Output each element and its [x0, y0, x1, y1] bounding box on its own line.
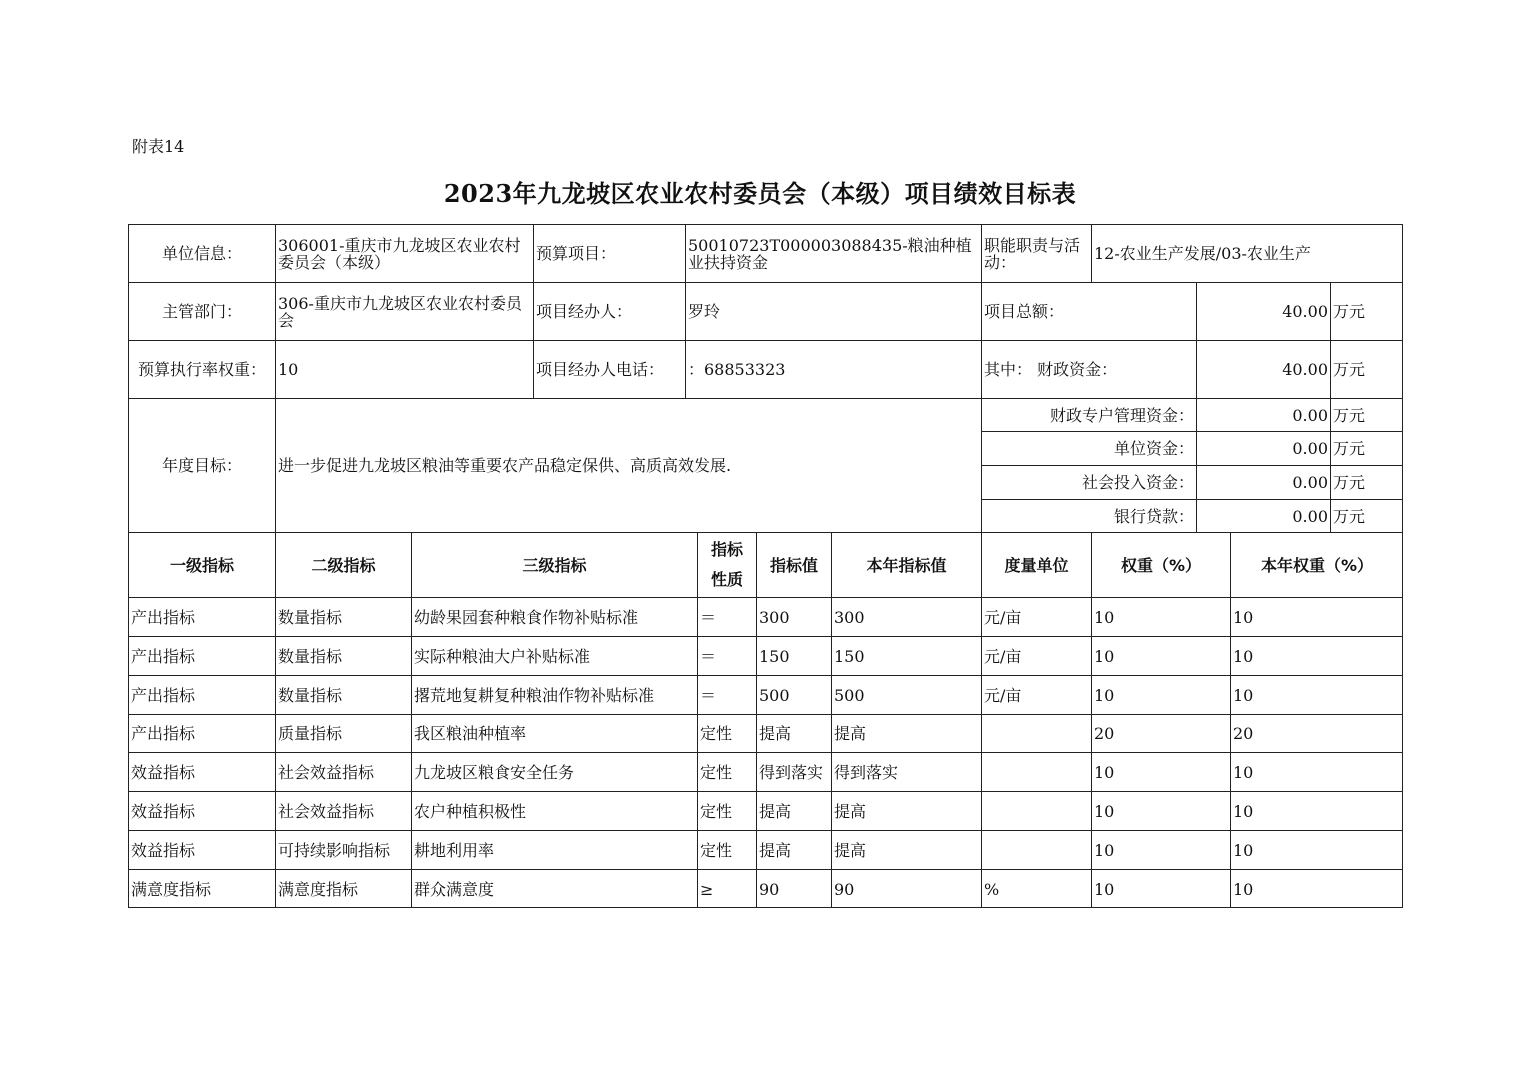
table-row-6-cell-4: 提高	[756, 830, 831, 869]
page-title: 2023年九龙坡区农业农村委员会（本级）项目绩效目标表	[443, 179, 1077, 208]
table-row-1-cell-2: 实际种粮油大户补贴标准	[411, 636, 697, 675]
budget-item-label: 预算项目：	[533, 224, 685, 282]
special-label: 财政专户管理资金：	[981, 398, 1196, 431]
table-row-7-cell-0: 满意度指标	[128, 869, 275, 908]
table-row-1-cell-0: 产出指标	[128, 636, 275, 675]
table-row-5-cell-4: 提高	[756, 791, 831, 830]
table-row-3-cell-0: 产出指标	[128, 714, 275, 752]
bank-label: 银行贷款：	[981, 499, 1196, 532]
table-row-7-cell-2: 群众满意度	[411, 869, 697, 908]
table-row-7-cell-4: 90	[756, 869, 831, 908]
table-row-6-cell-8: 10	[1230, 830, 1403, 869]
table-row-6-cell-6	[981, 830, 1091, 869]
table-row-7-cell-6: %	[981, 869, 1091, 908]
table-row-1-cell-4: 150	[756, 636, 831, 675]
table-row-2-cell-1: 数量指标	[275, 675, 411, 714]
table-row-0-cell-2: 幼龄果园套种粮食作物补贴标准	[411, 597, 697, 636]
table-row-5-cell-5: 提高	[831, 791, 981, 830]
phone-label: 项目经办人电话：	[533, 340, 685, 398]
table-row-2-cell-2: 撂荒地复耕复种粮油作物补贴标准	[411, 675, 697, 714]
dept-label: 主管部门：	[128, 282, 275, 340]
table-row-2-cell-5: 500	[831, 675, 981, 714]
fiscal-unit: 万元	[1330, 340, 1403, 398]
table-row-6-cell-1: 可持续影响指标	[275, 830, 411, 869]
table-row-4-cell-6	[981, 752, 1091, 791]
table-row-0-cell-0: 产出指标	[128, 597, 275, 636]
total-value: 40.00	[1196, 282, 1330, 340]
table-row-1-cell-7: 10	[1091, 636, 1230, 675]
table-row-1-cell-8: 10	[1230, 636, 1403, 675]
table-row-7-cell-7: 10	[1091, 869, 1230, 908]
table-row-1-cell-1: 数量指标	[275, 636, 411, 675]
table-row-0-cell-4: 300	[756, 597, 831, 636]
table-row-0-cell-1: 数量指标	[275, 597, 411, 636]
table-row-3-cell-2: 我区粮油种植率	[411, 714, 697, 752]
table-grid	[128, 224, 1403, 908]
weight-value: 10	[275, 340, 533, 398]
header-8: 本年权重（%）	[1230, 532, 1403, 597]
table-row-4-cell-3: 定性	[697, 752, 756, 791]
table-row-4-cell-0: 效益指标	[128, 752, 275, 791]
header-7: 权重（%）	[1091, 532, 1230, 597]
table-row-1-cell-3: ＝	[697, 636, 756, 675]
table-row-7-cell-1: 满意度指标	[275, 869, 411, 908]
table-row-2-cell-7: 10	[1091, 675, 1230, 714]
special-value: 0.00	[1196, 398, 1330, 431]
table-row-6-cell-3: 定性	[697, 830, 756, 869]
fiscal-label: 其中： 财政资金：	[981, 340, 1196, 398]
table-row-4-cell-2: 九龙坡区粮食安全任务	[411, 752, 697, 791]
budget-item-value: 50010723T000003088435-粮油种植业扶持资金	[685, 224, 981, 282]
table-row-4-cell-8: 10	[1230, 752, 1403, 791]
social-label: 社会投入资金：	[981, 465, 1196, 499]
table-row-5-cell-2: 农户种植积极性	[411, 791, 697, 830]
manager-value: 罗玲	[685, 282, 981, 340]
table-row-0-cell-3: ＝	[697, 597, 756, 636]
table-row-4-cell-1: 社会效益指标	[275, 752, 411, 791]
header-0: 一级指标	[128, 532, 275, 597]
table-row-5-cell-0: 效益指标	[128, 791, 275, 830]
special-unit: 万元	[1330, 398, 1403, 431]
header-3: 指标性质	[697, 532, 756, 597]
unitfund-unit: 万元	[1330, 431, 1403, 465]
attachment-label: 附表14	[132, 137, 185, 156]
header-6: 度量单位	[981, 532, 1091, 597]
table-row-5-cell-8: 10	[1230, 791, 1403, 830]
table-row-2-cell-0: 产出指标	[128, 675, 275, 714]
social-value: 0.00	[1196, 465, 1330, 499]
goal-label: 年度目标：	[128, 398, 275, 532]
table-row-4-cell-7: 10	[1091, 752, 1230, 791]
table-row-5-cell-3: 定性	[697, 791, 756, 830]
table-row-0-cell-8: 10	[1230, 597, 1403, 636]
table-row-5-cell-7: 10	[1091, 791, 1230, 830]
table-row-0-cell-5: 300	[831, 597, 981, 636]
table-row-2-cell-3: ＝	[697, 675, 756, 714]
table-row-3-cell-3: 定性	[697, 714, 756, 752]
table-row-3-cell-5: 提高	[831, 714, 981, 752]
table-row-5-cell-6	[981, 791, 1091, 830]
table-row-1-cell-5: 150	[831, 636, 981, 675]
social-unit: 万元	[1330, 465, 1403, 499]
bank-value: 0.00	[1196, 499, 1330, 532]
table-row-1-cell-6: 元/亩	[981, 636, 1091, 675]
total-label: 项目总额：	[981, 282, 1196, 340]
phone-value: ：68853323	[685, 340, 981, 398]
table-row-3-cell-6	[981, 714, 1091, 752]
table-row-0-cell-7: 10	[1091, 597, 1230, 636]
table-row-6-cell-7: 10	[1091, 830, 1230, 869]
bank-unit: 万元	[1330, 499, 1403, 532]
header-2: 三级指标	[411, 532, 697, 597]
unit-label: 单位信息：	[128, 224, 275, 282]
table-row-6-cell-2: 耕地利用率	[411, 830, 697, 869]
table-row-7-cell-3: ≥	[697, 869, 756, 908]
table-row-5-cell-1: 社会效益指标	[275, 791, 411, 830]
unit-value: 306001-重庆市九龙坡区农业农村委员会（本级）	[275, 224, 533, 282]
unitfund-value: 0.00	[1196, 431, 1330, 465]
function-label: 职能职责与活动：	[981, 224, 1091, 282]
table-row-4-cell-5: 得到落实	[831, 752, 981, 791]
table-row-2-cell-4: 500	[756, 675, 831, 714]
total-unit: 万元	[1330, 282, 1403, 340]
weight-label: 预算执行率权重：	[128, 340, 275, 398]
header-4: 指标值	[756, 532, 831, 597]
table-row-4-cell-4: 得到落实	[756, 752, 831, 791]
table-row-7-cell-5: 90	[831, 869, 981, 908]
manager-label: 项目经办人：	[533, 282, 685, 340]
table-row-0-cell-6: 元/亩	[981, 597, 1091, 636]
table-row-6-cell-5: 提高	[831, 830, 981, 869]
header-5: 本年指标值	[831, 532, 981, 597]
table-row-3-cell-8: 20	[1230, 714, 1403, 752]
header-1: 二级指标	[275, 532, 411, 597]
dept-value: 306-重庆市九龙坡区农业农村委员会	[275, 282, 533, 340]
unitfund-label: 单位资金：	[981, 431, 1196, 465]
goal-value: 进一步促进九龙坡区粮油等重要农产品稳定保供、高质高效发展.	[275, 398, 981, 532]
table-row-2-cell-8: 10	[1230, 675, 1403, 714]
table-row-3-cell-7: 20	[1091, 714, 1230, 752]
table-row-7-cell-8: 10	[1230, 869, 1403, 908]
table-row-6-cell-0: 效益指标	[128, 830, 275, 869]
table-row-3-cell-1: 质量指标	[275, 714, 411, 752]
function-value: 12-农业生产发展/03-农业生产	[1091, 224, 1403, 282]
fiscal-value: 40.00	[1196, 340, 1330, 398]
table-row-3-cell-4: 提高	[756, 714, 831, 752]
table-row-2-cell-6: 元/亩	[981, 675, 1091, 714]
